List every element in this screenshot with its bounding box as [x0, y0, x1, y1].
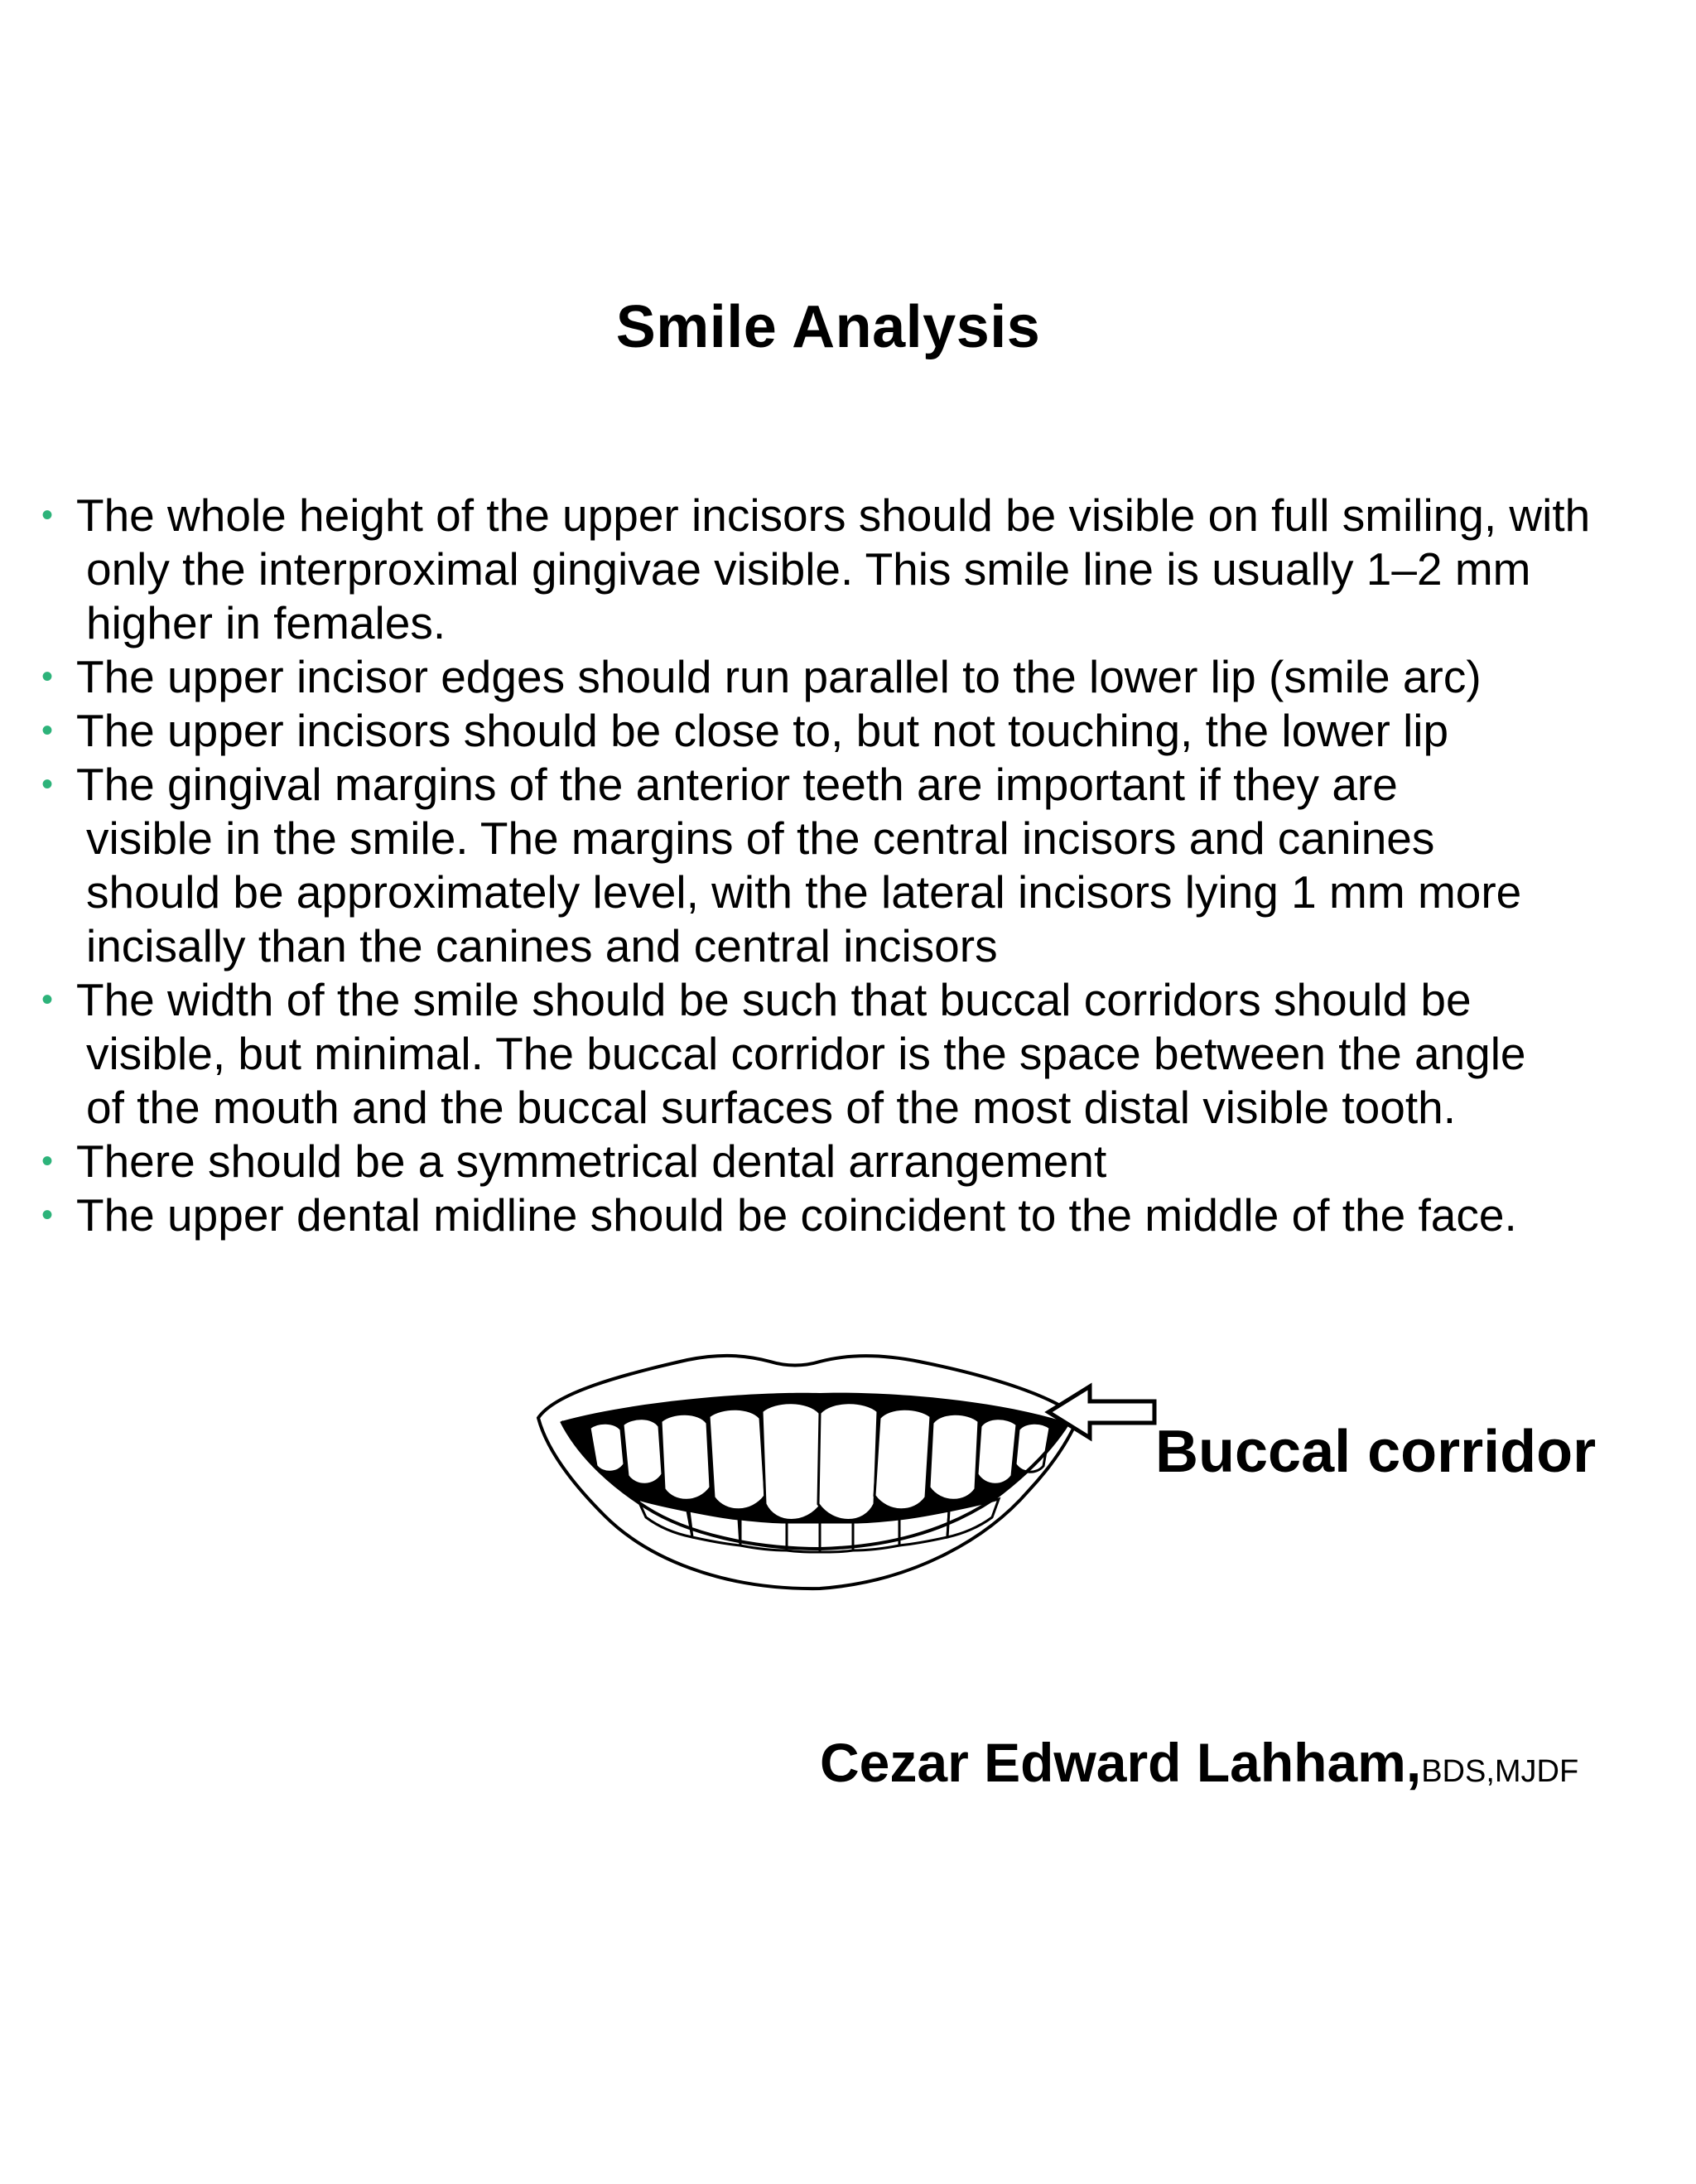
- bullet-list: [41, 489, 1648, 1242]
- list-item: [41, 973, 1648, 1135]
- list-item: [41, 1188, 1648, 1242]
- bullet-line: The width of the smile should be such that buccal corridors should be: [76, 974, 1472, 1025]
- bullet-line: The whole height of the upper incisors should be visible on full smiling, with: [76, 489, 1591, 541]
- bullet-line: should be approximately level, with the lateral incisors lying 1 mm more: [86, 866, 1522, 918]
- page-title: Smile Analysis: [615, 294, 1041, 360]
- bullet-line: The gingival margins of the anterior teeth are important if they are: [76, 759, 1398, 810]
- bullet-line: of the mouth and the buccal surfaces of the most distal visible tooth.: [86, 1082, 1456, 1133]
- list-item: [41, 489, 1648, 650]
- bullet-line: only the interproximal gingivae visible. This smile line is usually 1–2 mm: [86, 543, 1531, 595]
- bullet-dot-icon: •: [41, 712, 54, 749]
- bullet-dot-icon: •: [41, 981, 54, 1018]
- bullet-dot-icon: •: [41, 1143, 54, 1179]
- author-credentials: BDS,MJDF: [1421, 1754, 1579, 1789]
- bullet-dot-icon: •: [41, 1197, 54, 1233]
- list-item: [41, 704, 1648, 758]
- bullet-dot-icon: •: [41, 497, 54, 533]
- figure-label: Buccal corridor: [1155, 1419, 1597, 1485]
- arrow-left-icon: [1043, 1375, 1159, 1449]
- bullet-line: visible in the smile. The margins of the central incisors and canines: [86, 812, 1435, 864]
- author-signature: [820, 1731, 1578, 1794]
- bullet-line: The upper dental midline should be coincident to the middle of the face.: [76, 1189, 1517, 1241]
- bullet-line: higher in females.: [86, 597, 446, 648]
- bullet-dot-icon: •: [41, 658, 54, 695]
- bullet-line: incisally than the canines and central incisors: [86, 920, 998, 971]
- list-item: [41, 758, 1648, 973]
- author-name: Cezar Edward Lahham,: [820, 1732, 1422, 1793]
- bullet-dot-icon: •: [41, 766, 54, 803]
- bullet-line: There should be a symmetrical dental arrangement: [76, 1135, 1107, 1187]
- bullet-line: The upper incisors should be close to, but not touching, the lower lip: [76, 705, 1449, 756]
- bullet-line: The upper incisor edges should run parallel to the lower lip (smile arc): [76, 651, 1482, 702]
- bullet-line: visible, but minimal. The buccal corridor is the space between the angle: [86, 1028, 1526, 1079]
- list-item: [41, 1135, 1648, 1188]
- list-item: [41, 650, 1648, 704]
